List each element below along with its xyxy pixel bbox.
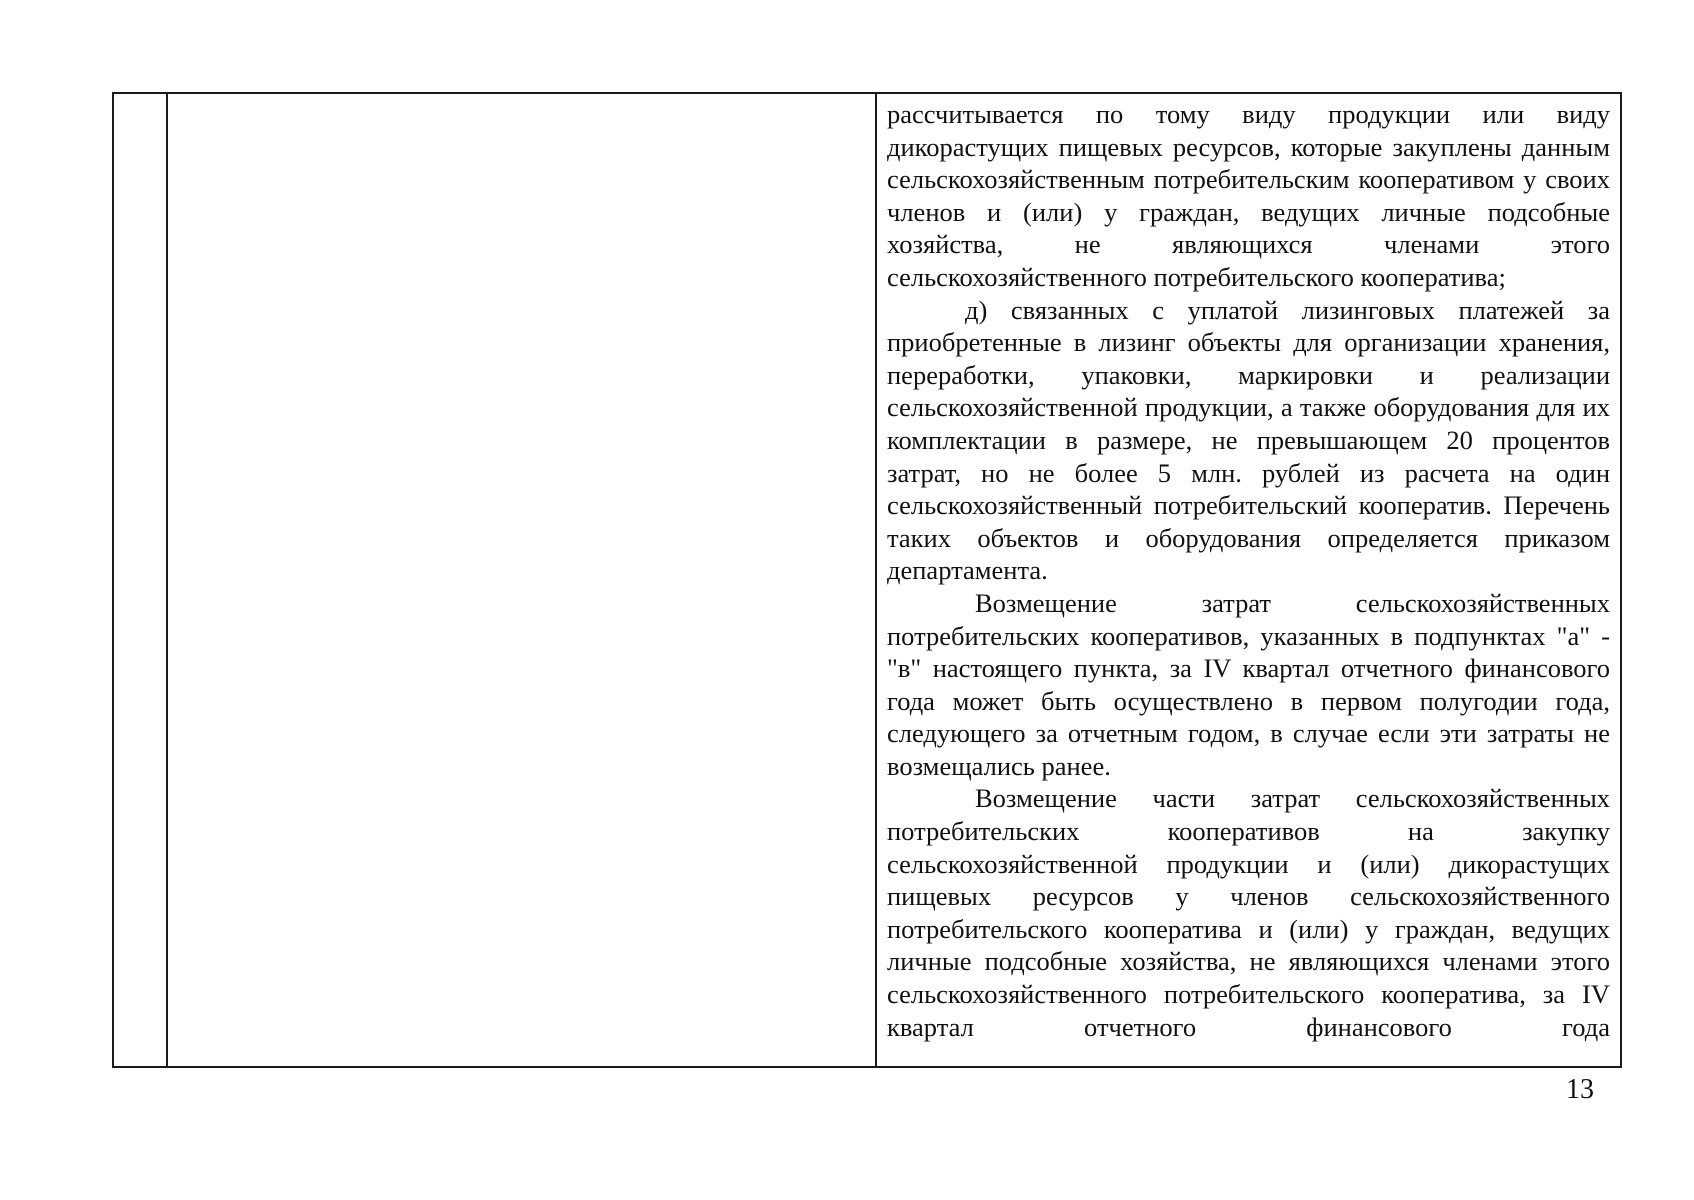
paragraph-continuation: рассчитывается по тому виду продукции или виду дикорастущих пищевых ресурсов, которые закуплены данным сельскохозяйственным потребительским кооперативом у своих членов и (или) у граждан, ведущих личные подсобные хозяйства, не являющихся членами этого сельскохозяйственного потребительского кооператива;	[887, 99, 1610, 292]
table-column-name	[168, 94, 877, 1066]
table-column-text	[877, 94, 1620, 1066]
paragraph-subitem-d: д) связанных с уплатой лизинговых платежей за приобретенные в лизинг объекты для организации хранения, переработки, упаковки, маркировки и реализации сельскохозяйственной продукции, а также оборудования для их комплектации в размере, не превышающем 20 процентов затрат, но не более 5 млн. рублей из расчета на один сельскохозяйственный потребительский кооператив. Перечень таких объектов и оборудования определяется приказом департамента.	[887, 294, 1610, 586]
paragraph-reimbursement-purchase: Возмещение части затрат сельскохозяйственных потребительских кооперативов на закупку сельскохозяйственной продукции и (или) дикорастущих пищевых ресурсов у членов сельскохозяйственного потребительского кооператива и (или) у граждан, ведущих личные подсобные хозяйства, не являющихся членами этого сельскохозяйственного потребительского кооператива, за IV квартал отчетного финансового года	[887, 783, 1610, 1042]
page-number: 13	[1566, 1074, 1594, 1105]
paragraph-reimbursement-q4: Возмещение затрат сельскохозяйственных потребительских кооперативов, указанных в подпунктах "а" - "в" настоящего пункта, за IV квартал отчетного финансового года может быть осуществлено в первом полугодии года, следующего за отчетным годом, в случае если эти затраты не возмещались ранее.	[887, 587, 1610, 781]
table-column-number	[114, 94, 168, 1066]
document-table	[112, 92, 1622, 1068]
